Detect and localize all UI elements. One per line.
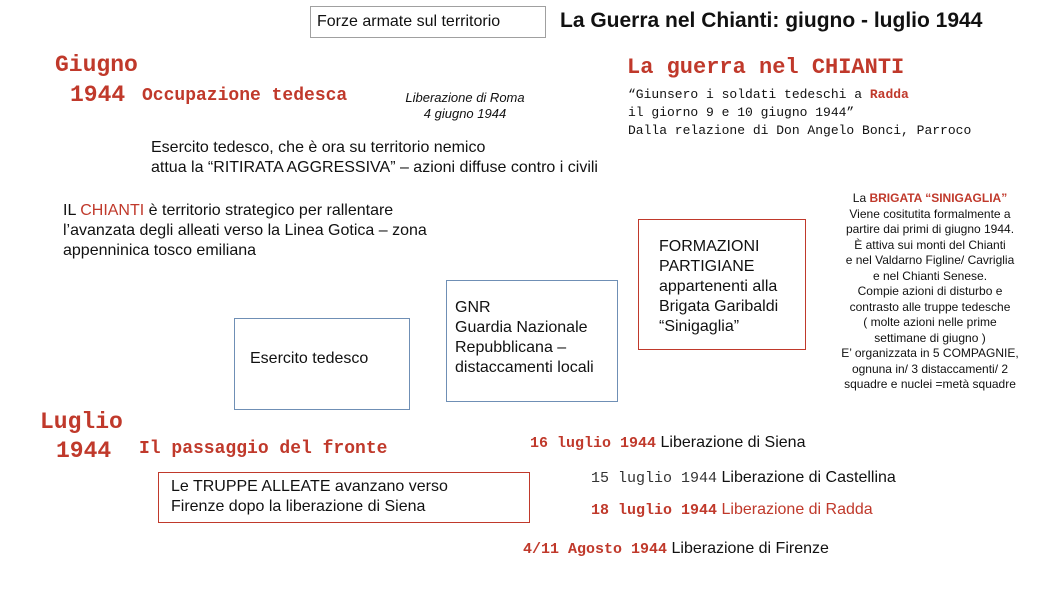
allied-troops-line2: Firenze dopo la liberazione di Siena [171, 498, 426, 515]
june-heading: Occupazione tedesca [142, 86, 348, 106]
brigata-title [812, 191, 1048, 207]
liberation-firenze-label: Liberazione di Firenze [671, 540, 829, 557]
brigata-title-pre: La [852, 191, 870, 205]
forze-armate-box [310, 6, 546, 38]
rome-liberation [395, 90, 535, 122]
brigata-title-name: BRIGATA “SINIGAGLIA” [869, 191, 1008, 205]
liberation-firenze [523, 539, 829, 560]
liberation-castellina [591, 468, 896, 489]
partisan-line2: PARTIGIANE [659, 258, 755, 275]
priest-quote-radda: Radda [869, 87, 909, 102]
brigata-description [812, 191, 1048, 393]
partisan-line3: appartenenti alla [659, 278, 778, 295]
partisan-line4: Brigata Garibaldi [659, 298, 779, 315]
brigata-line: squadre e nuclei =metà squadre [844, 377, 1016, 391]
liberation-radda [591, 500, 873, 521]
chianti-post: è territorio strategico per rallentare [144, 202, 394, 219]
gnr-line4: distaccamenti locali [455, 359, 594, 376]
priest-quote [628, 86, 971, 140]
chianti-word: CHIANTI [80, 202, 145, 219]
priest-quote-line2: il giorno 9 e 10 giugno 1944” [628, 105, 855, 120]
chianti-strategic-line2: l’avanzata degli alleati verso la Linea Gotica – zona [63, 222, 427, 239]
gnr-line2: Guardia Nazionale [455, 319, 588, 336]
gnr-box [446, 280, 618, 402]
liberation-siena-date: 16 luglio 1944 [530, 435, 657, 452]
german-army-text [151, 138, 598, 178]
brigata-line: e nel Valdarno Figline/ Cavriglia [845, 253, 1015, 267]
brigata-line: Viene cositutita formalmente a [849, 206, 1011, 221]
chianti-strategic-line3: appenninica tosco emiliana [63, 242, 257, 259]
brigata-line: È attiva sui monti del Chianti [854, 237, 1006, 252]
liberation-siena [530, 433, 805, 454]
chianti-pre: IL [63, 202, 81, 219]
liberation-castellina-date: 15 luglio 1944 [591, 470, 718, 487]
july-heading: Il passaggio del fronte [139, 439, 388, 459]
gnr-line1: GNR [455, 299, 491, 316]
priest-quote-line1 [628, 86, 971, 104]
june-month: Giugno [55, 52, 138, 78]
german-army-line2: attua la “RITIRATA AGGRESSIVA” – azioni diffuse contro i civili [151, 159, 598, 176]
allied-troops-line1: Le TRUPPE ALLEATE avanzano verso [171, 478, 448, 495]
brigata-line: ognuna in/ 3 distaccamenti/ 2 [851, 361, 1009, 376]
liberation-radda-label: Liberazione di Radda [721, 501, 873, 518]
liberation-siena-label: Liberazione di Siena [660, 434, 806, 451]
liberation-castellina-label: Liberazione di Castellina [721, 469, 896, 486]
esercito-tedesco-box [234, 318, 410, 410]
partisan-formations-box [638, 219, 806, 350]
german-army-line1: Esercito tedesco, che è ora su territorio nemico [151, 139, 486, 156]
chianti-war-title: La guerra nel CHIANTI [627, 55, 905, 80]
chianti-strategic-line1 [63, 201, 427, 221]
priest-quote-line3: Dalla relazione di Don Angelo Bonci, Parroco [628, 123, 972, 138]
priest-quote-line1-pre: “Giunsero i soldati tedeschi a [628, 87, 870, 102]
liberation-firenze-date: 4/11 Agosto 1944 [523, 541, 668, 558]
chianti-strategic-text [63, 201, 427, 261]
forze-armate-label: Forze armate sul territorio [317, 13, 501, 30]
july-month: Luglio [40, 409, 123, 435]
liberation-radda-date: 18 luglio 1944 [591, 502, 718, 519]
gnr-line3: Repubblicana – [455, 339, 567, 356]
esercito-tedesco-label: Esercito tedesco [250, 350, 369, 367]
brigata-line: ( molte azioni nelle prime [863, 315, 997, 329]
brigata-line: contrasto alle truppe tedesche [849, 299, 1011, 314]
brigata-lines [812, 207, 1048, 393]
brigata-line: E’ organizzata in 5 COMPAGNIE, [841, 346, 1019, 360]
brigata-line: Compie azioni di disturbo e [857, 284, 1003, 298]
brigata-line: settimane di giugno ) [874, 330, 986, 345]
july-year: 1944 [56, 438, 112, 464]
brigata-line: partire dai primi di giugno 1944. [845, 222, 1015, 236]
allied-troops-box [158, 472, 530, 523]
partisan-line5: “Sinigaglia” [659, 318, 740, 335]
rome-liberation-line2: 4 giugno 1944 [423, 106, 507, 121]
rome-liberation-line1: Liberazione di Roma [405, 90, 525, 105]
brigata-line: e nel Chianti Senese. [872, 268, 988, 283]
june-year: 1944 [70, 82, 126, 108]
page-title: La Guerra nel Chianti: giugno - luglio 1944 [560, 9, 983, 32]
partisan-line1: FORMAZIONI [659, 238, 760, 255]
